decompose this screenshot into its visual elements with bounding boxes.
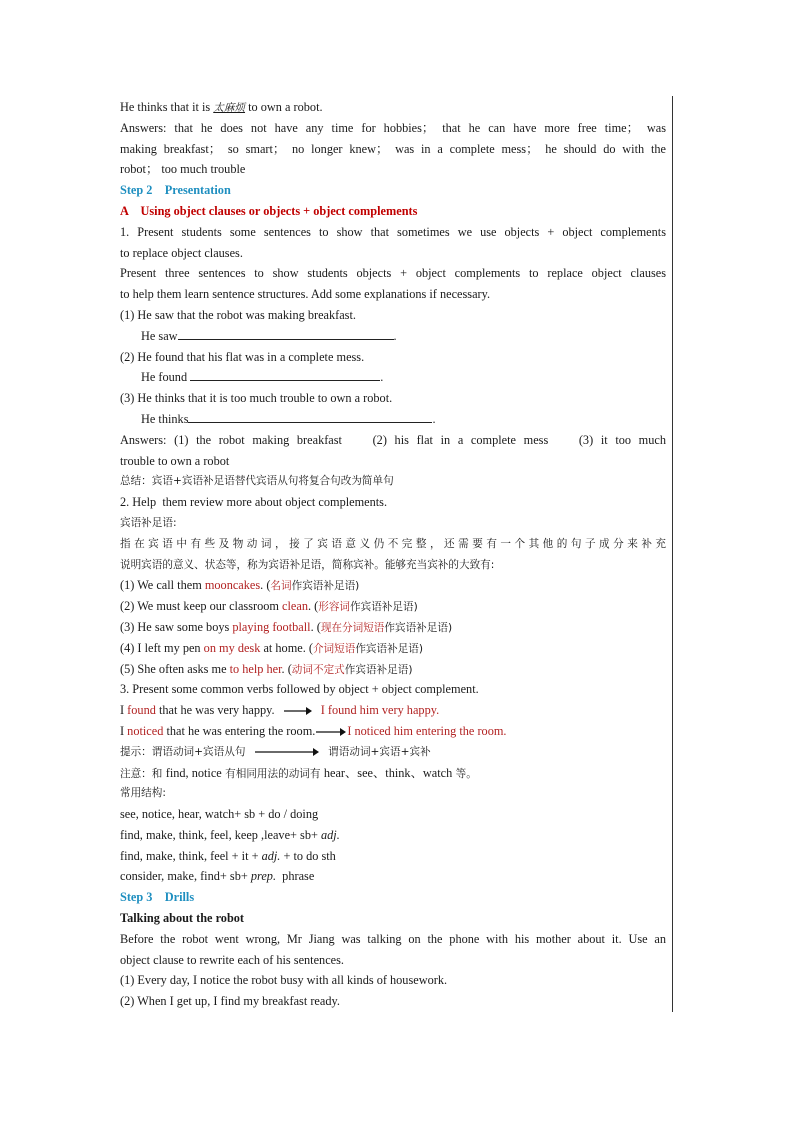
paragraph-line: 1. Present students some sentences to show that sometimes we use objects + object complements — [120, 224, 666, 239]
structures-title: 常用结构: — [120, 787, 166, 800]
paragraph-line: to help them learn sentence structures. Add some explanations if necessary. — [120, 287, 491, 302]
example-sentence: (3) He thinks that it is too much trouble to own a robot. — [120, 391, 393, 406]
definition-line: 指在宾语中有些及物动词，接了宾语意义仍不完整，还需要有一个其他的句子成分来补充 — [120, 537, 666, 550]
note-line: 注意：和 find, notice 有相同用法的动词有 hear、see、think、watch 等。 — [120, 765, 477, 780]
fill-blank-line: He saw . — [141, 328, 397, 343]
paragraph-line: 3. Present some common verbs followed by object + object complement. — [120, 682, 479, 697]
list-item: (4) I left my pen on my desk at home. (介词短语作宾语补足语) — [120, 640, 424, 655]
answers-line: Answers: (1) the robot making breakfast (2) his flat in a complete mess (3) it too much — [120, 432, 666, 447]
list-item: (3) He saw some boys playing football. (现在分词短语作宾语补足语) — [120, 619, 453, 634]
answer-blank — [178, 327, 394, 340]
subheading: Talking about the robot — [120, 911, 245, 926]
transform-example: I noticed that he was entering the room. I noticed him entering the room. — [120, 723, 507, 738]
answers-line: robot； too much trouble — [120, 162, 246, 177]
step-heading: Step 2 Presentation — [120, 183, 231, 198]
arrow-right-icon — [316, 728, 346, 736]
fill-blank-line: He found . — [141, 370, 384, 385]
structure-line: find, make, think, feel + it + adj. + to do sth — [120, 848, 336, 863]
section-heading: A Using object clauses or objects + object complements — [120, 203, 418, 218]
answers-line: making breakfast； so smart； no longer knew； was in a complete mess； he should do with the — [120, 141, 666, 156]
paragraph-line: 2. Help them review more about object complements. — [120, 495, 388, 510]
list-item: (2) We must keep our classroom clean. (形容词作宾语补足语) — [120, 599, 418, 614]
document-body — [120, 97, 666, 1012]
text-line: He thinks that it is 太麻烦 to own a robot. — [120, 100, 323, 114]
arrow-right-icon — [255, 748, 319, 756]
structure-line: see, notice, hear, watch+ sb + do / doing — [120, 807, 319, 822]
list-item: (1) We call them mooncakes. (名词作宾语补足语) — [120, 578, 360, 593]
list-item: (5) She often asks me to help her. (动词不定式作宾语补足语) — [120, 661, 413, 676]
structure-line: find, make, think, feel, keep ,leave+ sb+ adj. — [120, 827, 340, 842]
example-sentence: (1) He saw that the robot was making breakfast. — [120, 307, 356, 322]
definition-line: 说明宾语的意义、状态等，称为宾语补足语，简称宾补。能够充当宾补的大致有: — [120, 558, 495, 571]
structure-line: consider, make, find+ sb+ prep. phrase — [120, 869, 315, 884]
example-sentence: (2) He found that his flat was in a complete mess. — [120, 349, 365, 364]
arrow-right-icon — [284, 707, 312, 715]
answers-line: Answers: that he does not have any time for hobbies； that he can have more free time； was — [120, 120, 666, 135]
step-heading: Step 3 Drills — [120, 890, 195, 905]
drill-item: (2) When I get up, I find my breakfast ready. — [120, 994, 340, 1009]
summary-note: 总结：宾语+宾语补足语替代宾语从句将复合句改为简单句 — [120, 475, 394, 488]
table-border-line — [672, 96, 673, 1012]
answers-line: trouble to own a robot — [120, 453, 230, 468]
tip-line: 提示：谓语动词+宾语从句 谓语动词+宾语+宾补 — [120, 745, 431, 758]
paragraph-line: Present three sentences to show students objects + object complements to replace object clauses — [120, 266, 666, 281]
drill-item: (1) Every day, I notice the robot busy with all kinds of housework. — [120, 973, 448, 988]
paragraph-line: to replace object clauses. — [120, 245, 243, 260]
definition-title: 宾语补足语: — [120, 516, 177, 529]
transform-example: I found that he was very happy. I found him very happy. — [120, 703, 440, 718]
fill-blank-line: He thinks . — [141, 411, 436, 426]
paragraph-line: Before the robot went wrong, Mr Jiang was talking on the phone with his mother about it. Use an — [120, 931, 666, 946]
paragraph-line: object clause to rewrite each of his sentences. — [120, 952, 344, 967]
answer-underlined: 太麻烦 — [213, 102, 246, 114]
answer-blank — [188, 410, 432, 423]
answer-blank — [190, 368, 380, 381]
